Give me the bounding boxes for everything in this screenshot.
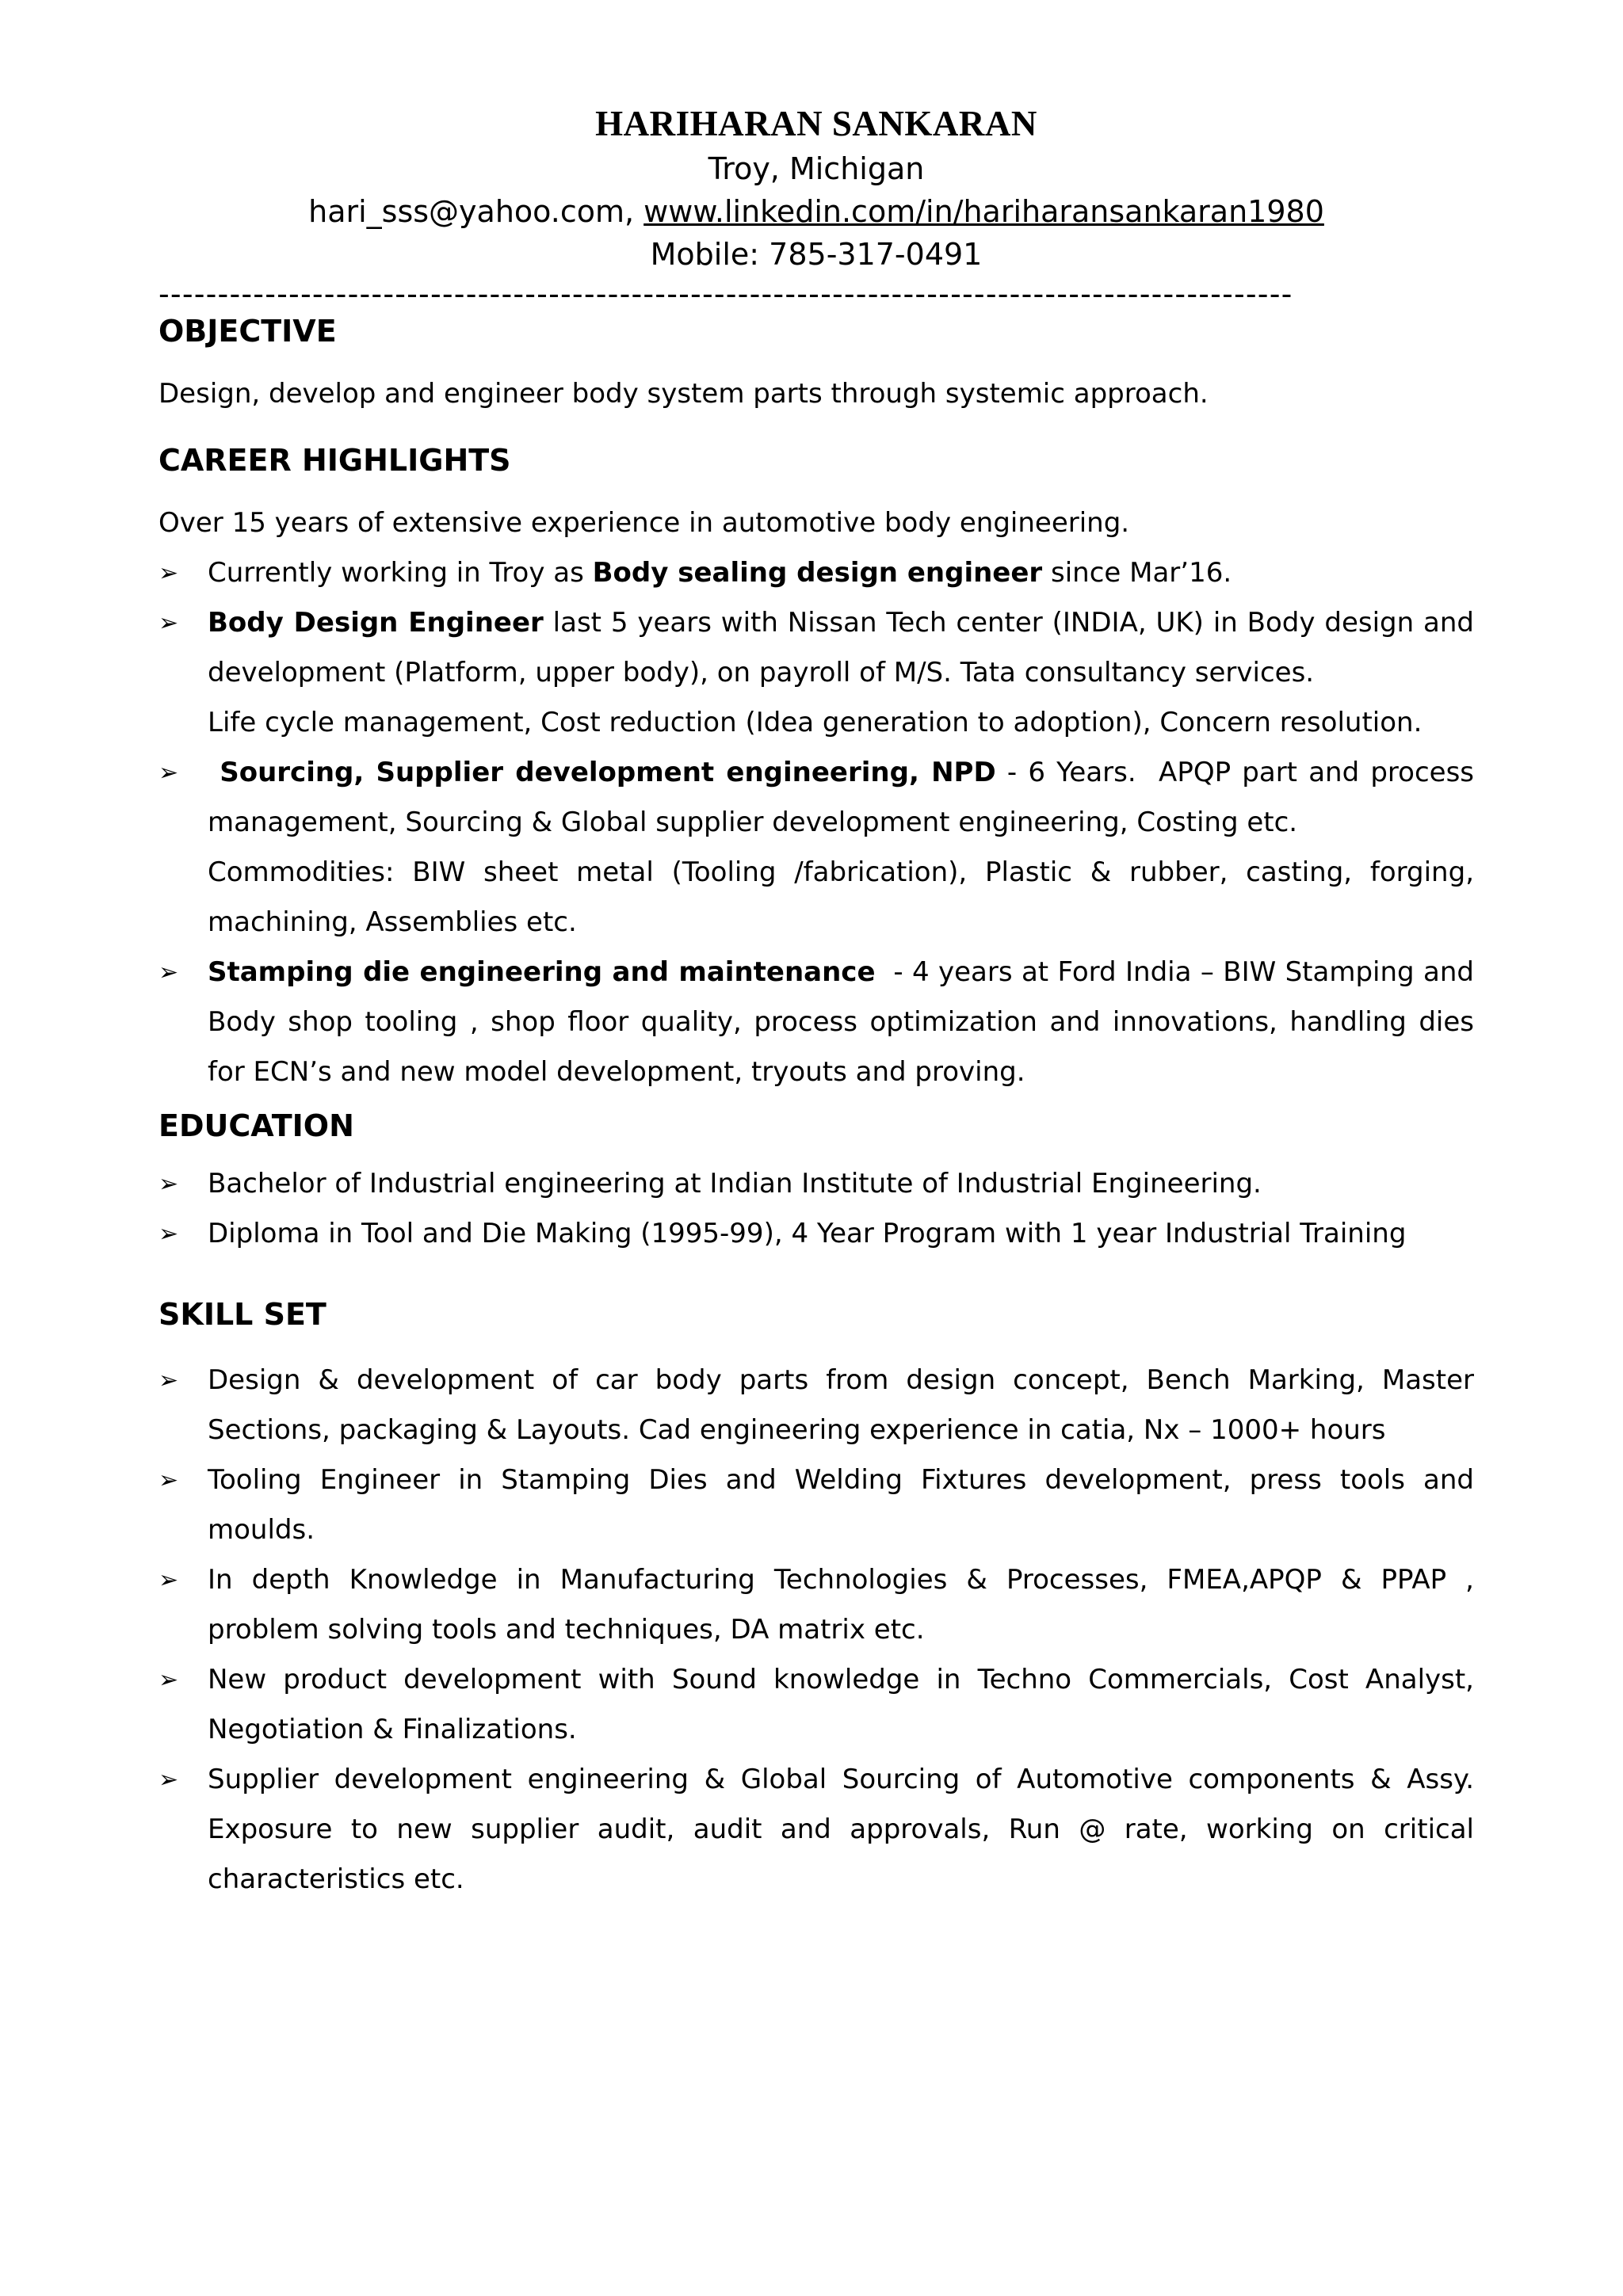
email-text: hari_sss@yahoo.com, [308,194,635,229]
career-title: CAREER HIGHLIGHTS [158,443,511,478]
item-bold-text: Stamping die engineering and maintenance [208,956,876,988]
item-bold-text: Sourcing, Supplier development engineering, NPD [208,757,996,788]
arrow-bullet-icon: ➢ [158,1566,179,1594]
resume-page [158,0,1483,1905]
item-text: Tooling Engineer in Stamping Dies and Welding Fixtures development, press tools and moulds. [208,1464,1474,1546]
item-text: Bachelor of Industrial engineering at Indian Institute of Industrial Engineering. [208,1168,1262,1199]
list-item [158,1555,1474,1655]
item-text: last 5 years with Nissan Tech center (INDIA, UK) in Body design and development (Platform, upper body), on payroll of M/S. Tata consultancy services. [208,607,1475,688]
list-item [158,948,1483,1097]
list-item [158,548,1474,598]
item-text: - 6 Years. APQP part and process management, Sourcing & Global supplier development engineering, Costing etc. [208,757,1483,838]
arrow-bullet-icon: ➢ [158,1666,179,1694]
item-text: In depth Knowledge in Manufacturing Technologies & Processes, FMEA,APQP & PPAP , problem solving tools and techniques, DA matrix etc. [208,1564,1474,1646]
list-item [158,1655,1474,1755]
career-intro: Over 15 years of extensive experience in automotive body engineering. [158,507,1130,539]
item-text: since Mar’16. [1042,557,1232,589]
item-text: Currently working in Troy as [208,557,593,589]
list-item [158,1455,1474,1555]
item-bold-text: Body sealing design engineer [592,557,1043,589]
item-text: Design & development of car body parts from design concept, Bench Marking, Master Sections, packaging & Layouts. Cad engineering experience in catia, Nx – 1000+ hours [208,1364,1474,1446]
arrow-bullet-icon: ➢ [158,1220,179,1248]
career-section [158,440,1483,1097]
list-item [158,1356,1474,1455]
list-item [158,598,1474,748]
resume-header [158,0,1474,276]
skills-section [158,1294,1474,1905]
linkedin-link[interactable]: www.linkedin.com/in/hariharansankaran1980 [643,194,1324,229]
objective-title: OBJECTIVE [158,314,337,349]
arrow-bullet-icon: ➢ [158,1766,179,1794]
arrow-bullet-icon: ➢ [158,559,179,587]
skills-title: SKILL SET [158,1297,327,1332]
arrow-bullet-icon: ➢ [158,609,179,637]
arrow-bullet-icon: ➢ [158,959,179,986]
objective-text: Design, develop and engineer body system parts through systemic approach. [158,378,1209,410]
contact-line [158,190,1474,233]
career-list [158,548,1483,1097]
list-item [158,1755,1474,1905]
arrow-bullet-icon: ➢ [158,1367,179,1394]
arrow-bullet-icon: ➢ [158,1170,179,1198]
education-title: EDUCATION [158,1108,354,1143]
header-separator: ------------------------------------------------------------------------------------------------ [158,277,1293,311]
arrow-bullet-icon: ➢ [158,1466,179,1494]
skills-list [158,1356,1474,1905]
education-section [158,1105,1474,1259]
list-item [158,748,1483,948]
item-bold-text: Body Design Engineer [208,607,544,639]
item-text: - 4 years at Ford India – BIW Stamping and Body shop tooling , shop floor quality, process optimization and innovations, handling dies for ECN’s and new model development, tryouts and proving. [208,956,1483,1088]
list-item [158,1209,1474,1259]
candidate-name: HARIHARAN SANKARAN [595,104,1037,143]
objective-section [158,311,1474,419]
arrow-bullet-icon: ➢ [158,759,179,787]
item-text: Diploma in Tool and Die Making (1995-99), 4 Year Program with 1 year Industrial Training [208,1218,1407,1249]
education-list [158,1159,1474,1259]
candidate-location: Troy, Michigan [708,151,925,186]
item-text: Supplier development engineering & Global Sourcing of Automotive components & Assy. Exposure to new supplier audit, audit and approvals, Run @ rate, working on critical characteristics etc. [208,1764,1474,1895]
item-text: New product development with Sound knowledge in Techno Commercials, Cost Analyst, Negotiation & Finalizations. [208,1664,1474,1745]
list-item [158,1159,1474,1209]
item-extra-text: Commodities: BIW sheet metal (Tooling /fabrication), Plastic & rubber, casting, forging, machining, Assemblies etc. [208,856,1474,938]
item-extra-text: Life cycle management, Cost reduction (Idea generation to adoption), Concern resolution. [208,707,1423,738]
mobile-number: Mobile: 785-317-0491 [650,237,983,272]
